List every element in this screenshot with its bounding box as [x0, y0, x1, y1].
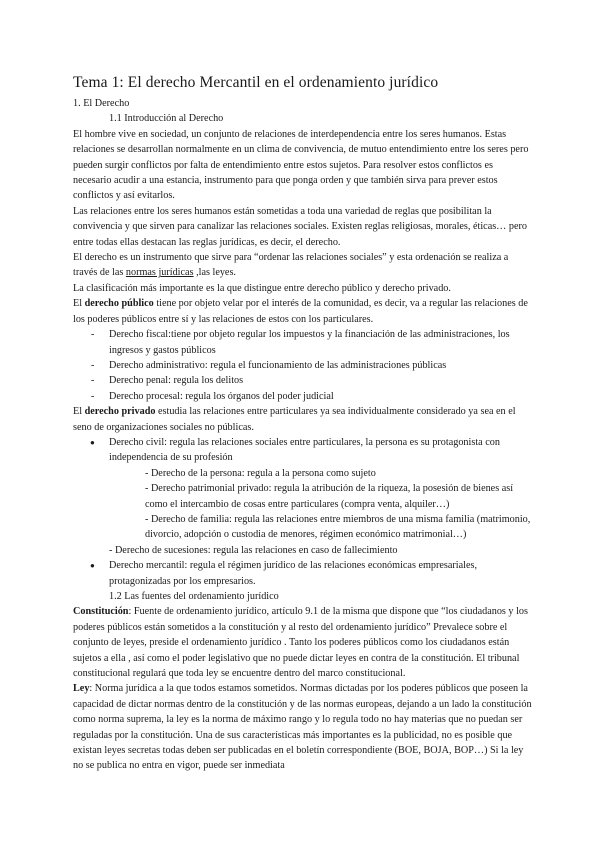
civil-sub-item-sucesiones: - Derecho de sucesiones: regula las relaciones en caso de fallecimiento — [109, 544, 398, 556]
paragraph-derecho-publico — [73, 296, 533, 327]
paragraph-intro-3 — [73, 250, 533, 281]
paragraph-ley — [73, 681, 533, 773]
normas-juridicas-underlined: normas jurídicas — [125, 267, 194, 279]
constitucion-text: : Fuente de ordenamiento jurídico, artículo 9.1 de la misma que dispone que “los ciudadanos y los poderes públicos están sometidos a la constitución y al resto del ordenamiento jurídico” Prevalece sobre el conjunto de leyes, preside el ordenamiento jurídico . Tanto los poderes públicos como los ciudadanos están sujetos a ella , así como el poder legislativo que no puede dictar leyes en contra de la constitución. El tribunal constitucional regulará que toda ley se encuentre dentro del marco constitucional. — [73, 606, 528, 680]
derecho-publico-list — [73, 327, 533, 404]
civil-sub-item: - Derecho patrimonial privado: regula la atribución de la riqueza, la posesión de bienes así como el intercambio de cosas entre particulares (compra venta, alquiler…) — [145, 483, 514, 510]
ley-text: : Norma jurídica a la que todos estamos sometidos. Normas dictadas por los poderes públicos que poseen la capacidad de dictar normas dentro de la constitución y de las normas europeas, dejando a un lado la constitución como norma suprema, la ley es la norma de máximo rango y lo regula todo no hay materias que no puedan ser reguladas por la constitución. Una de sus características más importantes es la publicidad, no es posible que existan leyes secretas todas deben ser publicadas en el boletín correspondiente (BOE, BOJA, BOP…) Si la ley no se publica no entra en vigor, puede ser inmediata — [73, 683, 532, 772]
derecho-publico-term: derecho público — [84, 298, 154, 310]
civil-sub-item: - Derecho de la persona: regula a la persona como sujeto — [145, 467, 376, 479]
page-title: Tema 1: El derecho Mercantil en el ordenamiento jurídico — [73, 74, 439, 91]
derecho-publico-definition: tiene por objeto velar por el interés de la comunidad, es decir, va a regular las relaciones de los poderes públicos entre sí y las relaciones de estos con los particulares. — [73, 298, 528, 325]
derecho-privado-term: derecho privado — [84, 406, 156, 418]
paragraph-intro-3-start: El derecho es un instrumento que sirve para “ordenar las relaciones sociales” y esta ordenación se realiza a través de las — [73, 252, 509, 279]
list-item: - Derecho penal: regula los delitos — [73, 373, 533, 388]
subsection-heading-fuentes: 1.2 Las fuentes del ordenamiento jurídico — [109, 591, 279, 602]
derecho-privado-list — [73, 435, 533, 466]
document-page — [73, 73, 533, 774]
paragraph-intro-3-end: ,las leyes. — [193, 267, 236, 279]
list-item-derecho-civil: ● Derecho civil: regula las relaciones sociales entre particulares, la persona es su protagonista con independencia de su profesión — [73, 435, 533, 466]
list-item: - Derecho fiscal:tiene por objeto regular los impuestos y la financiación de las administraciones, los ingresos y gastos públicos — [73, 327, 533, 358]
list-item: - Derecho procesal: regula los órganos del poder judicial — [73, 389, 533, 404]
derecho-mercantil-list — [73, 558, 533, 589]
civil-sub-item: - Derecho de familia: regula las relaciones entre miembros de una misma familia (matrimonio, divorcio, adopción o custodia de menores, régimen económico matrimonial…) — [145, 513, 531, 541]
paragraph-intro-1: El hombre vive en sociedad, un conjunto de relaciones de interdependencia entre los seres humanos. Estas relaciones se desarrollan normalmente en un clima de convivencia, de mutuo entendimiento entre los seres pero pueden surgir conflictos por falta de entendimiento entre estos sujetos. Para resolver estos conflictos es necesario acudir a una estancia, instrumento para que ponga orden y que también sirva para prever estos conflictos y así evitarlos. — [73, 128, 529, 202]
derecho-publico-prefix: El — [73, 298, 85, 310]
derecho-privado-prefix: El — [73, 406, 85, 418]
section-heading-derecho: 1. El Derecho — [73, 98, 130, 109]
paragraph-constitucion — [73, 604, 533, 681]
ley-term: Ley — [73, 683, 90, 695]
subsection-heading-introduccion: 1.1 Introducción al Derecho — [109, 113, 224, 125]
list-item-derecho-mercantil: ● Derecho mercantil: regula el régimen jurídico de las relaciones económicas empresariales, protagonizadas por los empresarios. — [73, 558, 533, 589]
list-item: - Derecho administrativo: regula el funcionamiento de las administraciones públicas — [73, 358, 533, 373]
paragraph-classification: La clasificación más importante es la que distingue entre derecho público y derecho privado. — [73, 282, 451, 294]
paragraph-derecho-privado — [73, 404, 533, 435]
constitucion-term: Constitución — [73, 606, 129, 618]
paragraph-intro-2: Las relaciones entre los seres humanos están sometidas a toda una variedad de reglas que posibilitan la convivencia y que sirven para canalizar las relaciones sociales. Existen reglas religiosas, morales, éticas… pero entre todas ellas destacan las reglas jurídicas, es decir, el derecho. — [73, 205, 528, 248]
derecho-privado-definition: estudia las relaciones entre particulares ya sea individualmente considerado ya sea en el seno de organizaciones sociales no públicas. — [73, 406, 516, 433]
